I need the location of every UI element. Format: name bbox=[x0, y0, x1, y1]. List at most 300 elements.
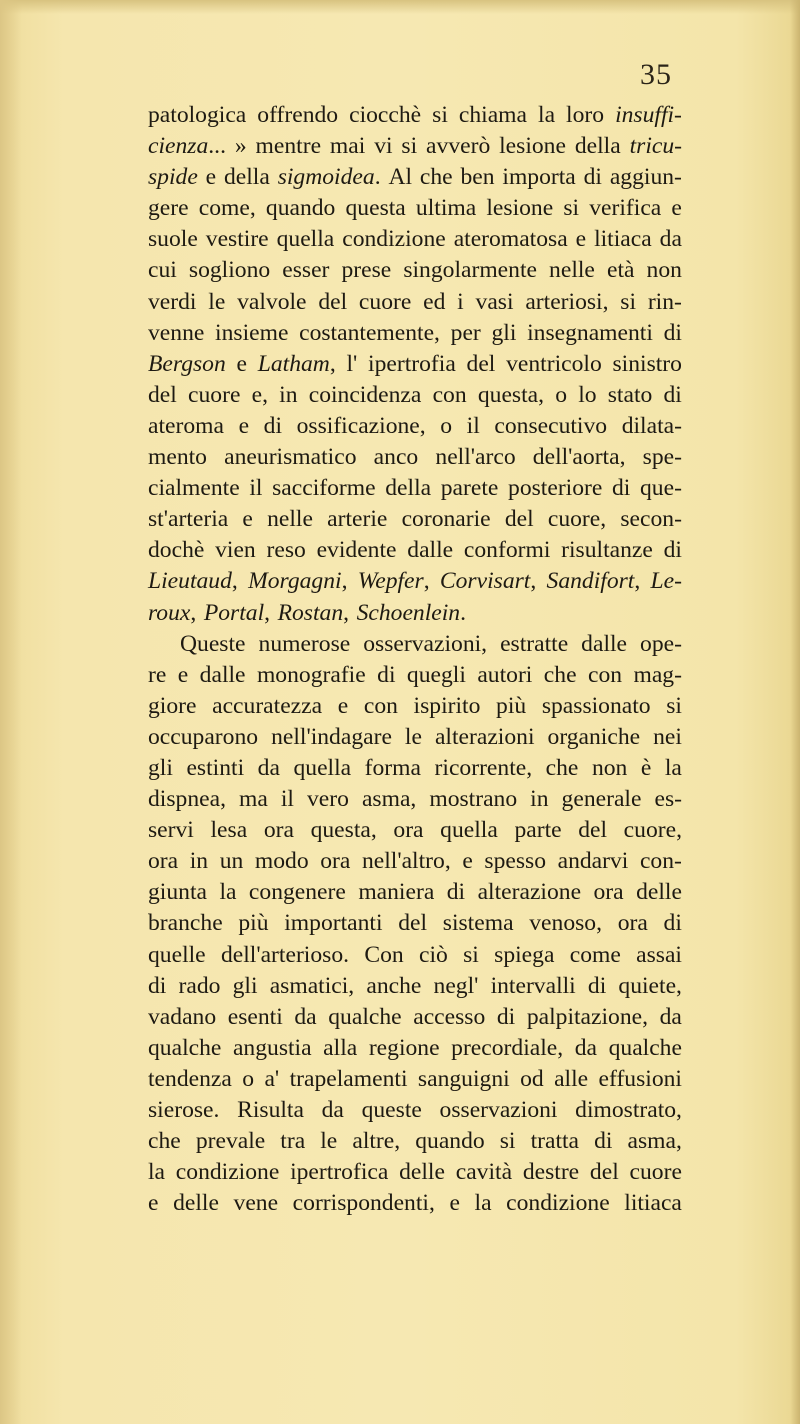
word: verifica bbox=[589, 195, 662, 222]
word: di bbox=[446, 879, 466, 906]
text-line bbox=[148, 224, 682, 255]
word: a' bbox=[264, 1065, 280, 1092]
text-line bbox=[148, 504, 682, 535]
word: Lieutaud, bbox=[148, 568, 238, 595]
text-line bbox=[148, 349, 682, 380]
word: servi bbox=[148, 817, 194, 844]
word: Wepfer, bbox=[357, 568, 430, 595]
word: che bbox=[545, 754, 579, 781]
page-edge-right bbox=[790, 0, 800, 1424]
word: e bbox=[238, 412, 250, 439]
word: spassionato bbox=[541, 692, 651, 719]
word: che bbox=[543, 661, 577, 688]
word: vene bbox=[233, 1190, 279, 1217]
text-line bbox=[148, 877, 682, 908]
word: dell'arterioso. bbox=[220, 941, 350, 968]
word: generale bbox=[561, 786, 642, 813]
word: effusioni bbox=[598, 1065, 682, 1092]
text-line bbox=[148, 162, 682, 193]
word: del bbox=[589, 1159, 619, 1186]
text-line bbox=[148, 1157, 682, 1188]
word: intervalli bbox=[490, 972, 576, 999]
word: e bbox=[148, 1190, 159, 1217]
word: numerose bbox=[258, 630, 351, 657]
text-line bbox=[148, 411, 682, 442]
word: lesione bbox=[499, 133, 566, 160]
word: venoso, bbox=[529, 910, 602, 937]
word: Le- bbox=[650, 568, 682, 595]
word: si bbox=[401, 133, 418, 160]
word: ora bbox=[148, 848, 179, 875]
word: gli bbox=[232, 972, 258, 999]
word: come bbox=[569, 941, 621, 968]
text-line bbox=[148, 753, 682, 784]
word: Rostan, bbox=[277, 599, 350, 626]
word: dalle bbox=[199, 661, 246, 688]
word: di bbox=[263, 412, 283, 439]
word: singolarmente bbox=[403, 257, 537, 284]
word: e bbox=[242, 506, 253, 533]
text-line bbox=[148, 660, 682, 691]
word: ora bbox=[393, 817, 424, 844]
word: quella bbox=[293, 754, 352, 781]
word: trapelamenti bbox=[289, 1065, 408, 1092]
word: posteriore bbox=[508, 475, 603, 502]
word: vero bbox=[306, 786, 349, 813]
text-line bbox=[148, 940, 682, 971]
word: questa, bbox=[310, 817, 377, 844]
word: Schoenlein. bbox=[356, 599, 467, 626]
word: ora bbox=[320, 848, 351, 875]
word: da bbox=[659, 1003, 682, 1030]
word: organiche bbox=[547, 723, 641, 750]
word: spide bbox=[148, 164, 198, 191]
word: tra bbox=[280, 1128, 306, 1155]
word: nell'indagare bbox=[271, 723, 392, 750]
word: alla bbox=[323, 1034, 358, 1061]
text-line bbox=[148, 846, 682, 877]
word: nell'arco bbox=[435, 444, 516, 471]
word: delle bbox=[399, 1159, 445, 1186]
word: rin- bbox=[647, 288, 682, 315]
word: delle bbox=[636, 879, 682, 906]
word: cuore bbox=[188, 381, 241, 408]
word: cuore bbox=[629, 1159, 682, 1186]
word: lesa bbox=[210, 817, 248, 844]
word: sistema bbox=[442, 910, 514, 937]
word: condizione bbox=[506, 1190, 610, 1217]
word: evidente bbox=[316, 537, 397, 564]
word: spiega bbox=[494, 941, 555, 968]
word: stato bbox=[607, 381, 653, 408]
word: da bbox=[257, 754, 280, 781]
word: alterazioni bbox=[434, 723, 535, 750]
word: ed bbox=[423, 288, 446, 315]
word: asma, bbox=[361, 786, 417, 813]
word: e bbox=[671, 195, 682, 222]
word: il bbox=[466, 412, 480, 439]
word: destre bbox=[522, 1159, 580, 1186]
word: aneurismatico bbox=[224, 444, 357, 471]
word: importanti bbox=[284, 910, 383, 937]
word: dalle bbox=[407, 537, 454, 564]
word: della bbox=[223, 164, 270, 191]
word: accesso bbox=[413, 1003, 486, 1030]
word: e bbox=[236, 350, 247, 377]
word: alle bbox=[554, 1065, 589, 1092]
word: giunta bbox=[148, 879, 207, 906]
word: forma bbox=[364, 754, 421, 781]
word: coronarie bbox=[401, 506, 491, 533]
word: gere bbox=[148, 195, 189, 222]
text-line bbox=[148, 598, 682, 629]
word: con bbox=[432, 381, 467, 408]
word: st'arteria bbox=[148, 506, 229, 533]
word: consecutivo bbox=[494, 412, 608, 439]
word: ricorrente, bbox=[434, 754, 533, 781]
word: andarvi bbox=[557, 848, 629, 875]
word: od bbox=[520, 1065, 544, 1092]
word: avverò bbox=[426, 133, 491, 160]
word: di bbox=[496, 1003, 516, 1030]
word: e bbox=[205, 164, 217, 191]
word: prevale bbox=[195, 1128, 266, 1155]
word: sigmoidea. bbox=[277, 164, 381, 191]
word: asma, bbox=[627, 1128, 682, 1155]
word: o bbox=[440, 412, 453, 439]
word: venne bbox=[148, 319, 205, 346]
word: osservazioni bbox=[439, 1097, 558, 1123]
word: del bbox=[398, 910, 428, 937]
text-line bbox=[148, 629, 682, 660]
text-line bbox=[148, 380, 682, 411]
word: estinti bbox=[186, 754, 245, 781]
word: que- bbox=[640, 475, 682, 502]
word: si bbox=[620, 288, 637, 315]
word: sacciforme bbox=[272, 475, 376, 502]
word: ben bbox=[460, 164, 495, 191]
word: autori bbox=[477, 661, 533, 688]
word: più bbox=[496, 692, 527, 719]
word: l' bbox=[346, 350, 358, 377]
word: alterazione bbox=[477, 879, 582, 906]
word: in bbox=[530, 786, 549, 813]
word: Corvisart, bbox=[439, 568, 537, 595]
word: e bbox=[449, 1190, 460, 1217]
word: esenti bbox=[227, 1003, 283, 1030]
text-line bbox=[148, 815, 682, 846]
text-line bbox=[148, 722, 682, 753]
word: con bbox=[587, 661, 623, 688]
word: conformi bbox=[463, 537, 551, 564]
word: quelle bbox=[148, 941, 206, 968]
word: cuore, bbox=[623, 817, 682, 844]
text-line bbox=[148, 473, 682, 504]
word: cavità bbox=[455, 1159, 513, 1186]
word: e bbox=[575, 226, 587, 253]
word: la bbox=[664, 754, 682, 781]
word: sogliono bbox=[188, 257, 271, 284]
word: tricu- bbox=[629, 133, 682, 160]
word: si bbox=[499, 1128, 516, 1155]
word: roux, bbox=[148, 599, 197, 626]
word: la bbox=[148, 1159, 166, 1186]
text-line bbox=[148, 442, 682, 473]
word: insieme bbox=[215, 319, 289, 346]
word: si bbox=[563, 195, 580, 222]
text-line bbox=[148, 255, 682, 286]
word: importa bbox=[502, 164, 576, 191]
word: le bbox=[320, 1128, 338, 1155]
word: con bbox=[363, 692, 398, 719]
word: e bbox=[177, 661, 189, 688]
word: negl' bbox=[433, 972, 479, 999]
word: ventricolo bbox=[506, 350, 602, 377]
word: si bbox=[463, 941, 479, 968]
word: questa, bbox=[477, 381, 545, 408]
word: Al bbox=[388, 164, 413, 191]
word: che bbox=[148, 1128, 181, 1155]
word: più bbox=[238, 910, 269, 937]
word: del bbox=[504, 506, 534, 533]
word: di bbox=[377, 661, 396, 688]
text-line bbox=[148, 131, 682, 162]
word: maniera bbox=[358, 879, 435, 906]
word: ora bbox=[593, 879, 624, 906]
word: gli bbox=[491, 319, 517, 346]
text-line bbox=[148, 691, 682, 722]
text-line bbox=[148, 784, 682, 815]
word: occuparono bbox=[148, 723, 259, 750]
word: mag- bbox=[633, 661, 682, 688]
word: e bbox=[337, 692, 349, 719]
word: condizione bbox=[342, 226, 446, 253]
word: di bbox=[663, 537, 682, 564]
page-edge-top bbox=[0, 0, 800, 14]
word: coincidenza bbox=[308, 381, 422, 408]
word: reso bbox=[266, 537, 306, 564]
word: che bbox=[419, 164, 453, 191]
word: cuore bbox=[358, 288, 412, 315]
word: estratte bbox=[500, 630, 569, 657]
word: da bbox=[294, 1003, 317, 1030]
word: queste bbox=[361, 1097, 422, 1123]
word: chiama bbox=[458, 102, 528, 128]
word: valvole bbox=[237, 288, 307, 315]
word: anco bbox=[373, 444, 419, 471]
word: del bbox=[578, 817, 608, 844]
word: arteriosi, bbox=[525, 288, 609, 315]
word: loro bbox=[566, 102, 605, 128]
word: i bbox=[457, 288, 464, 315]
word: monografie bbox=[256, 661, 366, 688]
word: assai bbox=[636, 941, 682, 968]
word: cuore, bbox=[547, 506, 607, 533]
word: di bbox=[594, 1128, 613, 1155]
word: ateromatosa bbox=[453, 226, 568, 253]
word: delle bbox=[173, 1190, 219, 1217]
word: sierose. bbox=[148, 1097, 220, 1123]
text-line bbox=[148, 318, 682, 349]
word: accuratezza bbox=[212, 692, 323, 719]
text-line bbox=[148, 908, 682, 939]
text-line bbox=[148, 1033, 682, 1064]
text-line bbox=[148, 566, 682, 597]
word: Queste bbox=[180, 630, 246, 657]
word: ateroma bbox=[148, 412, 224, 439]
word: dispnea, bbox=[148, 786, 226, 813]
word: quiete, bbox=[618, 972, 682, 999]
word: vi bbox=[374, 133, 393, 160]
word: risultanze bbox=[561, 537, 653, 564]
word: ciò bbox=[418, 941, 448, 968]
word: regione bbox=[368, 1034, 440, 1061]
word: non bbox=[646, 257, 682, 284]
word: cienza... bbox=[148, 133, 226, 160]
word: Risulta bbox=[237, 1097, 304, 1123]
word: la bbox=[219, 879, 237, 906]
word: rado bbox=[178, 972, 221, 999]
word: vadano bbox=[148, 1003, 217, 1030]
word: Bergson bbox=[148, 350, 226, 377]
word: nei bbox=[653, 723, 682, 750]
word: gli bbox=[148, 754, 173, 781]
word: qualche bbox=[328, 1003, 402, 1030]
text-line bbox=[148, 1095, 682, 1126]
word: prese bbox=[341, 257, 392, 284]
word: verdi bbox=[148, 288, 197, 315]
word: del bbox=[466, 350, 496, 377]
word: altre, bbox=[352, 1128, 401, 1155]
word: in bbox=[279, 381, 298, 408]
word: modo bbox=[254, 848, 309, 875]
word: come, bbox=[198, 195, 256, 222]
word: di bbox=[583, 164, 602, 191]
word: dimostrato, bbox=[575, 1097, 682, 1123]
word: Con bbox=[364, 941, 404, 968]
word: ossificazione, bbox=[296, 412, 426, 439]
word: esser bbox=[282, 257, 330, 284]
word: mai bbox=[329, 133, 366, 160]
word: quando bbox=[415, 1128, 485, 1155]
word: giore bbox=[148, 692, 197, 719]
word: osservazioni, bbox=[363, 630, 488, 657]
word: o bbox=[242, 1065, 255, 1092]
word: patologica bbox=[148, 102, 247, 128]
text-line bbox=[148, 100, 682, 131]
word: della bbox=[574, 133, 621, 160]
word: parete bbox=[440, 475, 499, 502]
word: litiaca bbox=[594, 226, 652, 253]
word: palpitazione, bbox=[526, 1003, 649, 1030]
word: asmatici, bbox=[269, 972, 355, 999]
word: nell'altro, bbox=[361, 848, 451, 875]
word: qualche bbox=[608, 1034, 682, 1061]
word: dilata- bbox=[621, 412, 682, 439]
word: ipertrofica bbox=[290, 1159, 389, 1186]
word: sinistro bbox=[612, 350, 682, 377]
word: secon- bbox=[620, 506, 682, 533]
word: con- bbox=[639, 848, 682, 875]
text-line bbox=[148, 1126, 682, 1157]
word: dalle bbox=[581, 630, 628, 657]
text-line bbox=[148, 1002, 682, 1033]
word: quegli bbox=[406, 661, 466, 688]
word: da bbox=[659, 226, 682, 253]
word: ispirito bbox=[413, 692, 481, 719]
word: Portal, bbox=[203, 599, 271, 626]
page-edge-left bbox=[0, 0, 22, 1424]
word: condizione bbox=[175, 1159, 280, 1186]
word: precordiale, bbox=[451, 1034, 564, 1061]
word: costantemente, bbox=[299, 319, 440, 346]
word: la bbox=[474, 1190, 492, 1217]
word: in bbox=[189, 848, 209, 875]
word: le bbox=[208, 288, 226, 315]
word: lo bbox=[578, 381, 597, 408]
word: vasi bbox=[475, 288, 514, 315]
word: nelle bbox=[549, 257, 595, 284]
word: da bbox=[321, 1097, 344, 1123]
word: dochè bbox=[148, 537, 205, 564]
word: Latham, bbox=[257, 350, 336, 377]
word: del bbox=[318, 288, 348, 315]
word: tratta bbox=[530, 1128, 580, 1155]
word: ciocchè bbox=[349, 102, 422, 128]
word: arterie bbox=[327, 506, 388, 533]
word: litiaca bbox=[624, 1190, 682, 1217]
word: il bbox=[280, 786, 294, 813]
word: es- bbox=[654, 786, 682, 813]
word: si bbox=[432, 102, 448, 128]
word: di bbox=[612, 475, 631, 502]
word: e, bbox=[251, 381, 268, 408]
word: tendenza bbox=[148, 1065, 232, 1092]
word: re bbox=[148, 661, 167, 688]
word: » bbox=[234, 133, 247, 160]
word: ipertrofia bbox=[368, 350, 456, 377]
word: vestire bbox=[205, 226, 269, 253]
word: offrendo bbox=[257, 102, 339, 128]
word: suole bbox=[148, 226, 198, 253]
word: vien bbox=[215, 537, 256, 564]
word: corrispondenti, bbox=[292, 1190, 435, 1217]
word: Sandifort, bbox=[546, 568, 641, 595]
word: ma bbox=[239, 786, 268, 813]
word: un bbox=[219, 848, 244, 875]
word: o bbox=[555, 381, 568, 408]
word: mostrano bbox=[429, 786, 518, 813]
body-text bbox=[148, 100, 682, 1219]
word: del bbox=[148, 381, 177, 408]
word: mentre bbox=[255, 133, 322, 160]
word: nelle bbox=[267, 506, 313, 533]
word: spe- bbox=[642, 444, 682, 471]
word: ora bbox=[617, 910, 648, 937]
text-line bbox=[148, 193, 682, 224]
word: di bbox=[587, 972, 607, 999]
text-line bbox=[148, 971, 682, 1002]
page-number: 35 bbox=[640, 58, 672, 91]
text-line bbox=[148, 1064, 682, 1095]
word: di bbox=[148, 972, 167, 999]
word: cui bbox=[148, 257, 177, 284]
word: questa bbox=[345, 195, 406, 222]
word: età bbox=[606, 257, 635, 284]
word: e bbox=[462, 848, 473, 875]
text-line bbox=[148, 1188, 682, 1219]
word: aggiun- bbox=[609, 164, 682, 191]
